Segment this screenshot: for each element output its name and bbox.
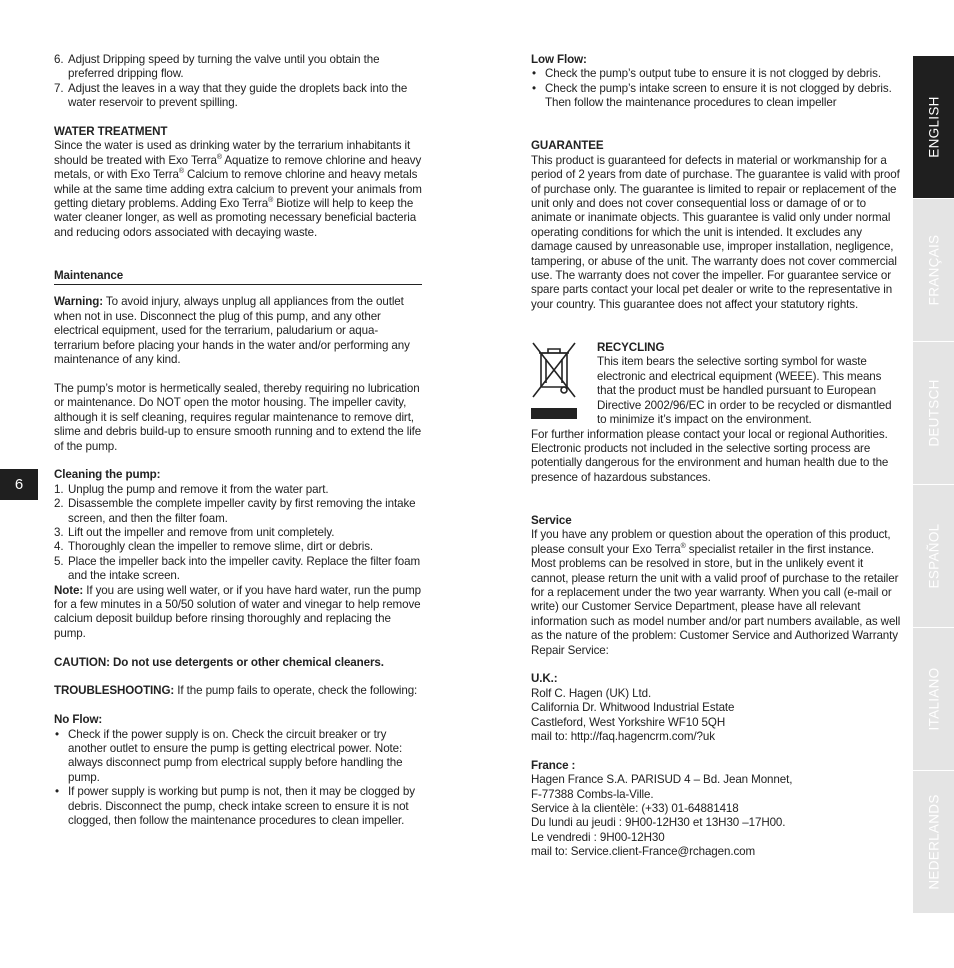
recycling-block	[531, 341, 901, 427]
france-mail-link[interactable]: mail to: Service.client-France@rchagen.com	[531, 845, 756, 859]
list-item: 3. Lift out the impeller and remove from unit completely.	[54, 525, 335, 539]
list-item: • Check the pump’s output tube to ensure it is not clogged by debris.	[532, 67, 881, 81]
tab-label: NEDERLANDS	[926, 794, 941, 890]
tab-label: ESPAÑOL	[926, 523, 941, 589]
list-item: • If power supply is working but pump is not, then it may be clogged by debris. Disconnect the pump, check intake screen to ensure it is not clogged, then follow the maintenance procedures to clean impeller.	[55, 785, 415, 827]
uk-mail-link[interactable]: mail to: http://faq.hagencrm.com/?uk	[531, 729, 715, 743]
left-column	[54, 53, 422, 828]
address-line: F-77388 Combs-la-Ville.	[531, 787, 654, 801]
motor-text: The pump’s motor is hermetically sealed, thereby requiring no lubrication or maintenance. Do NOT open the motor housing. The impeller cavity, although it is self cleaning, requires regular maintenance to remove dirt, slime and debris build-up to ensure smooth running and to extend the life of the pump.	[54, 381, 422, 453]
water-treatment-heading: WATER TREATMENT	[54, 125, 168, 139]
warning-text: Warning: To avoid injury, always unplug all appliances from the outlet when not in use. Disconnect the plug of this pump, and any other electrical equipment, used for the terrarium, paludarium or aqua-terrarium before placing your hands in the water and/or performing any maintenance of any kind.	[54, 295, 410, 367]
water-treatment-text: Since the water is used as drinking water by the terrarium inhabitants it should be treated with Exo Terra® Aquatize to remove chlorine and heavy metals, or with Exo Terra® Calcium to remove chlorine and heavy metals while at the same time adding extra calcium to prevent your animals from getting dietary problems. Adding Exo Terra® Biotize will help to keep the water cleaner longer, as well as promoting necessary beneficial bacteria and reducing odors associated with decaying waste.	[54, 139, 422, 239]
language-tabs	[913, 56, 954, 913]
divider	[54, 284, 422, 285]
cleaning-heading: Cleaning the pump:	[54, 468, 161, 482]
uk-heading: U.K.:	[531, 672, 558, 686]
list-item: • Check if the power supply is on. Check the circuit breaker or try another outlet to ensure the pump is getting electrical power. Note: always disconnect pump from electrical supply before handling the pump.	[55, 727, 403, 784]
list-item: 5. Place the impeller back into the impeller cavity. Replace the filter foam and the intake screen.	[54, 554, 421, 583]
address-line: Castleford, West Yorkshire WF10 5QH	[531, 715, 726, 729]
list-item: 6. Adjust Dripping speed by turning the valve until you obtain the preferred dripping flow.	[54, 53, 380, 81]
address-line: Hagen France S.A. PARISUD 4 – Bd. Jean Monnet,	[531, 773, 793, 787]
note-text: Note: If you are using well water, or if you have hard water, run the pump for a few minutes in a 50/50 solution of water and vinegar to help remove calcium deposit buildup before rinsing thoroughly and replacing the pump.	[54, 583, 422, 640]
guarantee-text: This product is guaranteed for defects in material or workmanship for a period of 2 years from date of purchase. The guarantee is valid with proof of purchase only. The guarantee is limited to repair or replacement of the unit only and does not cover consequential loss or damage of or to animate or inanimate objects. This guarantee is valid only under normal operating conditions for which the unit is intended. It excludes any damage caused by unreasonable use, improper installation, negligence, tampering, or abuse of the unit. The warranty does not cover commercial use. The warranty does not cover the impeller. For guarantee service or spare parts contact your local pet dealer or write to the representative in your country. This guarantee does not affect your statutory rights.	[531, 153, 900, 311]
tab-label: FRANÇAIS	[926, 234, 941, 306]
hours-line: Du lundi au jeudi : 9H00-12H30 et 13H30 –17H00.	[531, 816, 786, 830]
troubleshooting-text: TROUBLESHOOTING: If the pump fails to operate, check the following:	[54, 684, 418, 698]
service-heading: Service	[531, 513, 572, 527]
caution-text: CAUTION: Do not use detergents or other chemical cleaners.	[54, 655, 384, 669]
list-item: 1. Unplug the pump and remove it from the water part.	[54, 482, 329, 496]
tab-italiano[interactable]	[913, 628, 954, 771]
phone-line: Service à la clientèle: (+33) 01-64881418	[531, 802, 739, 815]
service-text: If you have any problem or question about the operation of this product, please consult your Exo Terra® specialist retailer in the first instance. Most problems can be resolved in store, but in the unlikely event it cannot, please return the unit with a valid proof of purchase to the retailer for a replacement under the two year warranty. When you call (e-mail or write) our Customer Service Department, please have all relevant information such as model number and/or part numbers available, as well as the nature of the problem: Customer Service and Authorized Warranty Repair Service:	[531, 528, 901, 657]
tab-nederlands[interactable]	[913, 771, 954, 914]
list-item: 4. Thoroughly clean the impeller to remove slime, dirt or debris.	[54, 540, 374, 554]
list-item: 2. Disassemble the complete impeller cavity by first removing the intake screen, and then the filter foam.	[54, 497, 416, 525]
guarantee-heading: GUARANTEE	[531, 139, 604, 153]
low-flow-heading: Low Flow:	[531, 53, 587, 66]
list-item: • Check the pump’s intake screen to ensure it is not clogged by debris. Then follow the maintenance procedures to clean impeller	[532, 81, 892, 110]
address-line: California Dr. Whitwood Industrial Estate	[531, 701, 735, 715]
hours-line: Le vendredi : 9H00-12H30	[531, 830, 665, 844]
tab-label: ITALIANO	[926, 667, 941, 731]
tab-english[interactable]	[913, 56, 954, 199]
no-flow-heading: No Flow:	[54, 713, 103, 727]
crossed-out-wheelie-bin-icon	[531, 341, 577, 421]
recycling-text-2: For further information please contact your local or regional Authorities. Electronic products not included in the selective sorting process are potentially dangerous for the environment and human health due to the presence of hazardous substances.	[531, 427, 889, 484]
tab-espanol[interactable]	[913, 485, 954, 628]
maintenance-heading: Maintenance	[54, 269, 124, 283]
recycling-heading: RECYCLING	[597, 341, 665, 355]
tab-deutsch[interactable]	[913, 342, 954, 485]
tab-label: ENGLISH	[926, 96, 941, 158]
address-line: Rolf C. Hagen (UK) Ltd.	[531, 686, 652, 700]
tab-francais[interactable]	[913, 199, 954, 342]
page-number: 6	[0, 469, 38, 500]
list-item: 7. Adjust the leaves in a way that they guide the droplets back into the water reservoir to prevent spilling.	[54, 81, 408, 110]
france-heading: France :	[531, 758, 576, 772]
recycling-text: This item bears the selective sorting symbol for waste electronic and electrical equipment (WEEE). This means that the product must be handled pursuant to European Directive 2002/96/EC in order to be recycled or dismantled to minimize it’s impact on the environment.	[597, 355, 892, 427]
tab-label: DEUTSCH	[926, 379, 941, 447]
right-column	[531, 53, 901, 860]
